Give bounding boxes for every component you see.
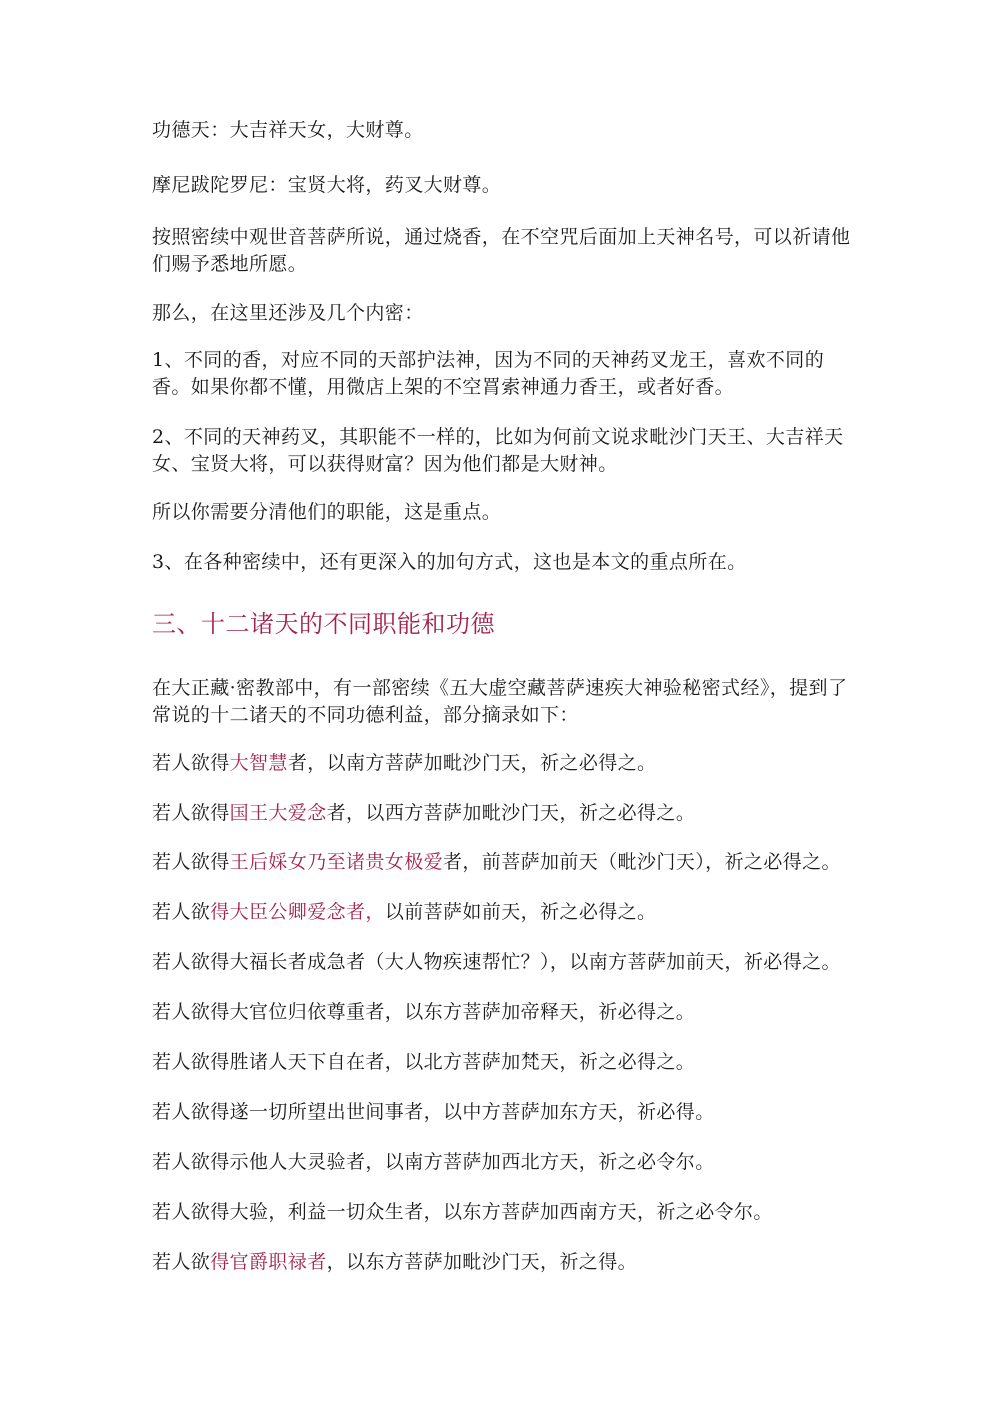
item-text: 若人欲得 (152, 752, 230, 774)
item-highlight: 王后婇女乃至诸贵女极爱 (229, 851, 444, 873)
paragraph-manibhadra: 摩尼跋陀罗尼：宝贤大将，药叉大财尊。 (152, 174, 502, 196)
list-item (152, 1099, 852, 1126)
item-text: 若人欲得大验，利益一切众生者，以东方菩萨加西南方天，祈之必令尔。 (152, 1201, 773, 1223)
item-text: 若人欲得胜诸人天下自在者，以北方菩萨加梵天，祈之必得之。 (152, 1051, 696, 1073)
item-highlight: 国王大爱念 (229, 802, 327, 824)
item-text: 若人欲得示他人大灵验者，以南方菩萨加西北方天，祈之必令尔。 (152, 1151, 715, 1173)
item-text: 若人欲得 (152, 802, 230, 824)
paragraph-point-2: 2、不同的天神药叉，其职能不一样的，比如为何前文说求毗沙门天王、大吉祥天女、宝贤大将，可以获得财富？因为他们都是大财神。 (152, 426, 844, 475)
paragraph-key-point: 所以你需要分清他们的职能，这是重点。 (152, 501, 502, 523)
item-text: 以前菩萨如前天，祈之必得之。 (384, 901, 657, 923)
item-text: 者，以西方菩萨加毗沙门天，祈之必得之。 (326, 802, 696, 824)
paragraph-point-3: 3、在各种密续中，还有更深入的加句方式，这也是本文的重点所在。 (152, 551, 747, 573)
item-highlight: 大智慧 (229, 752, 288, 774)
item-text: ，以东方菩萨加毗沙门天，祈之得。 (326, 1251, 638, 1273)
item-text: 若人欲得大福长者成急者（大人物疾速帮忙？），以南方菩萨加前天，祈必得之。 (152, 951, 841, 973)
list-item (152, 1249, 852, 1276)
paragraph-incense-prayer: 按照密续中观世音菩萨所说，通过烧香，在不空咒后面加上天神名号，可以祈请他们赐予悉地所愿。 (152, 226, 851, 275)
paragraph-point-1: 1、不同的香，对应不同的天部护法神，因为不同的天神药叉龙王，喜欢不同的香。如果你都不懂，用微店上架的不空罥索神通力香王，或者好香。 (152, 349, 825, 398)
item-text: 者，以南方菩萨加毗沙门天，祈之必得之。 (287, 752, 657, 774)
list-item (152, 800, 852, 827)
list-item (152, 1049, 852, 1076)
list-item (152, 750, 852, 777)
item-text: 若人欲得 (152, 851, 230, 873)
list-item (152, 999, 852, 1026)
section-intro-paragraph: 在大正藏·密教部中，有一部密续《五大虚空藏菩萨速疾大神验秘密式经》，提到了常说的十二诸天的不同功德利益，部分摘录如下： (152, 677, 848, 726)
list-item (152, 899, 852, 926)
item-text: 若人欲 (152, 901, 211, 923)
item-text: 若人欲 (152, 1251, 211, 1273)
item-highlight: 得官爵职禄者 (210, 1251, 327, 1273)
list-item (152, 849, 852, 876)
list-item (152, 949, 852, 976)
item-text: 若人欲得遂一切所望出世间事者，以中方菩萨加东方天，祈必得。 (152, 1101, 715, 1123)
paragraph-gongde-tian: 功德天：大吉祥天女，大财尊。 (152, 119, 424, 141)
item-text: 者，前菩萨加前天（毗沙门天），祈之必得之。 (443, 851, 841, 873)
list-item (152, 1199, 852, 1226)
list-item (152, 1149, 852, 1176)
paragraph-inner-secrets-intro: 那么，在这里还涉及几个内密： (152, 302, 424, 324)
item-text: 若人欲得大官位归依尊重者，以东方菩萨加帝释天，祈必得之。 (152, 1001, 696, 1023)
item-highlight: 得大臣公卿爱念者， (210, 901, 385, 923)
section-heading: 三、十二诸天的不同职能和功德 (152, 610, 495, 638)
